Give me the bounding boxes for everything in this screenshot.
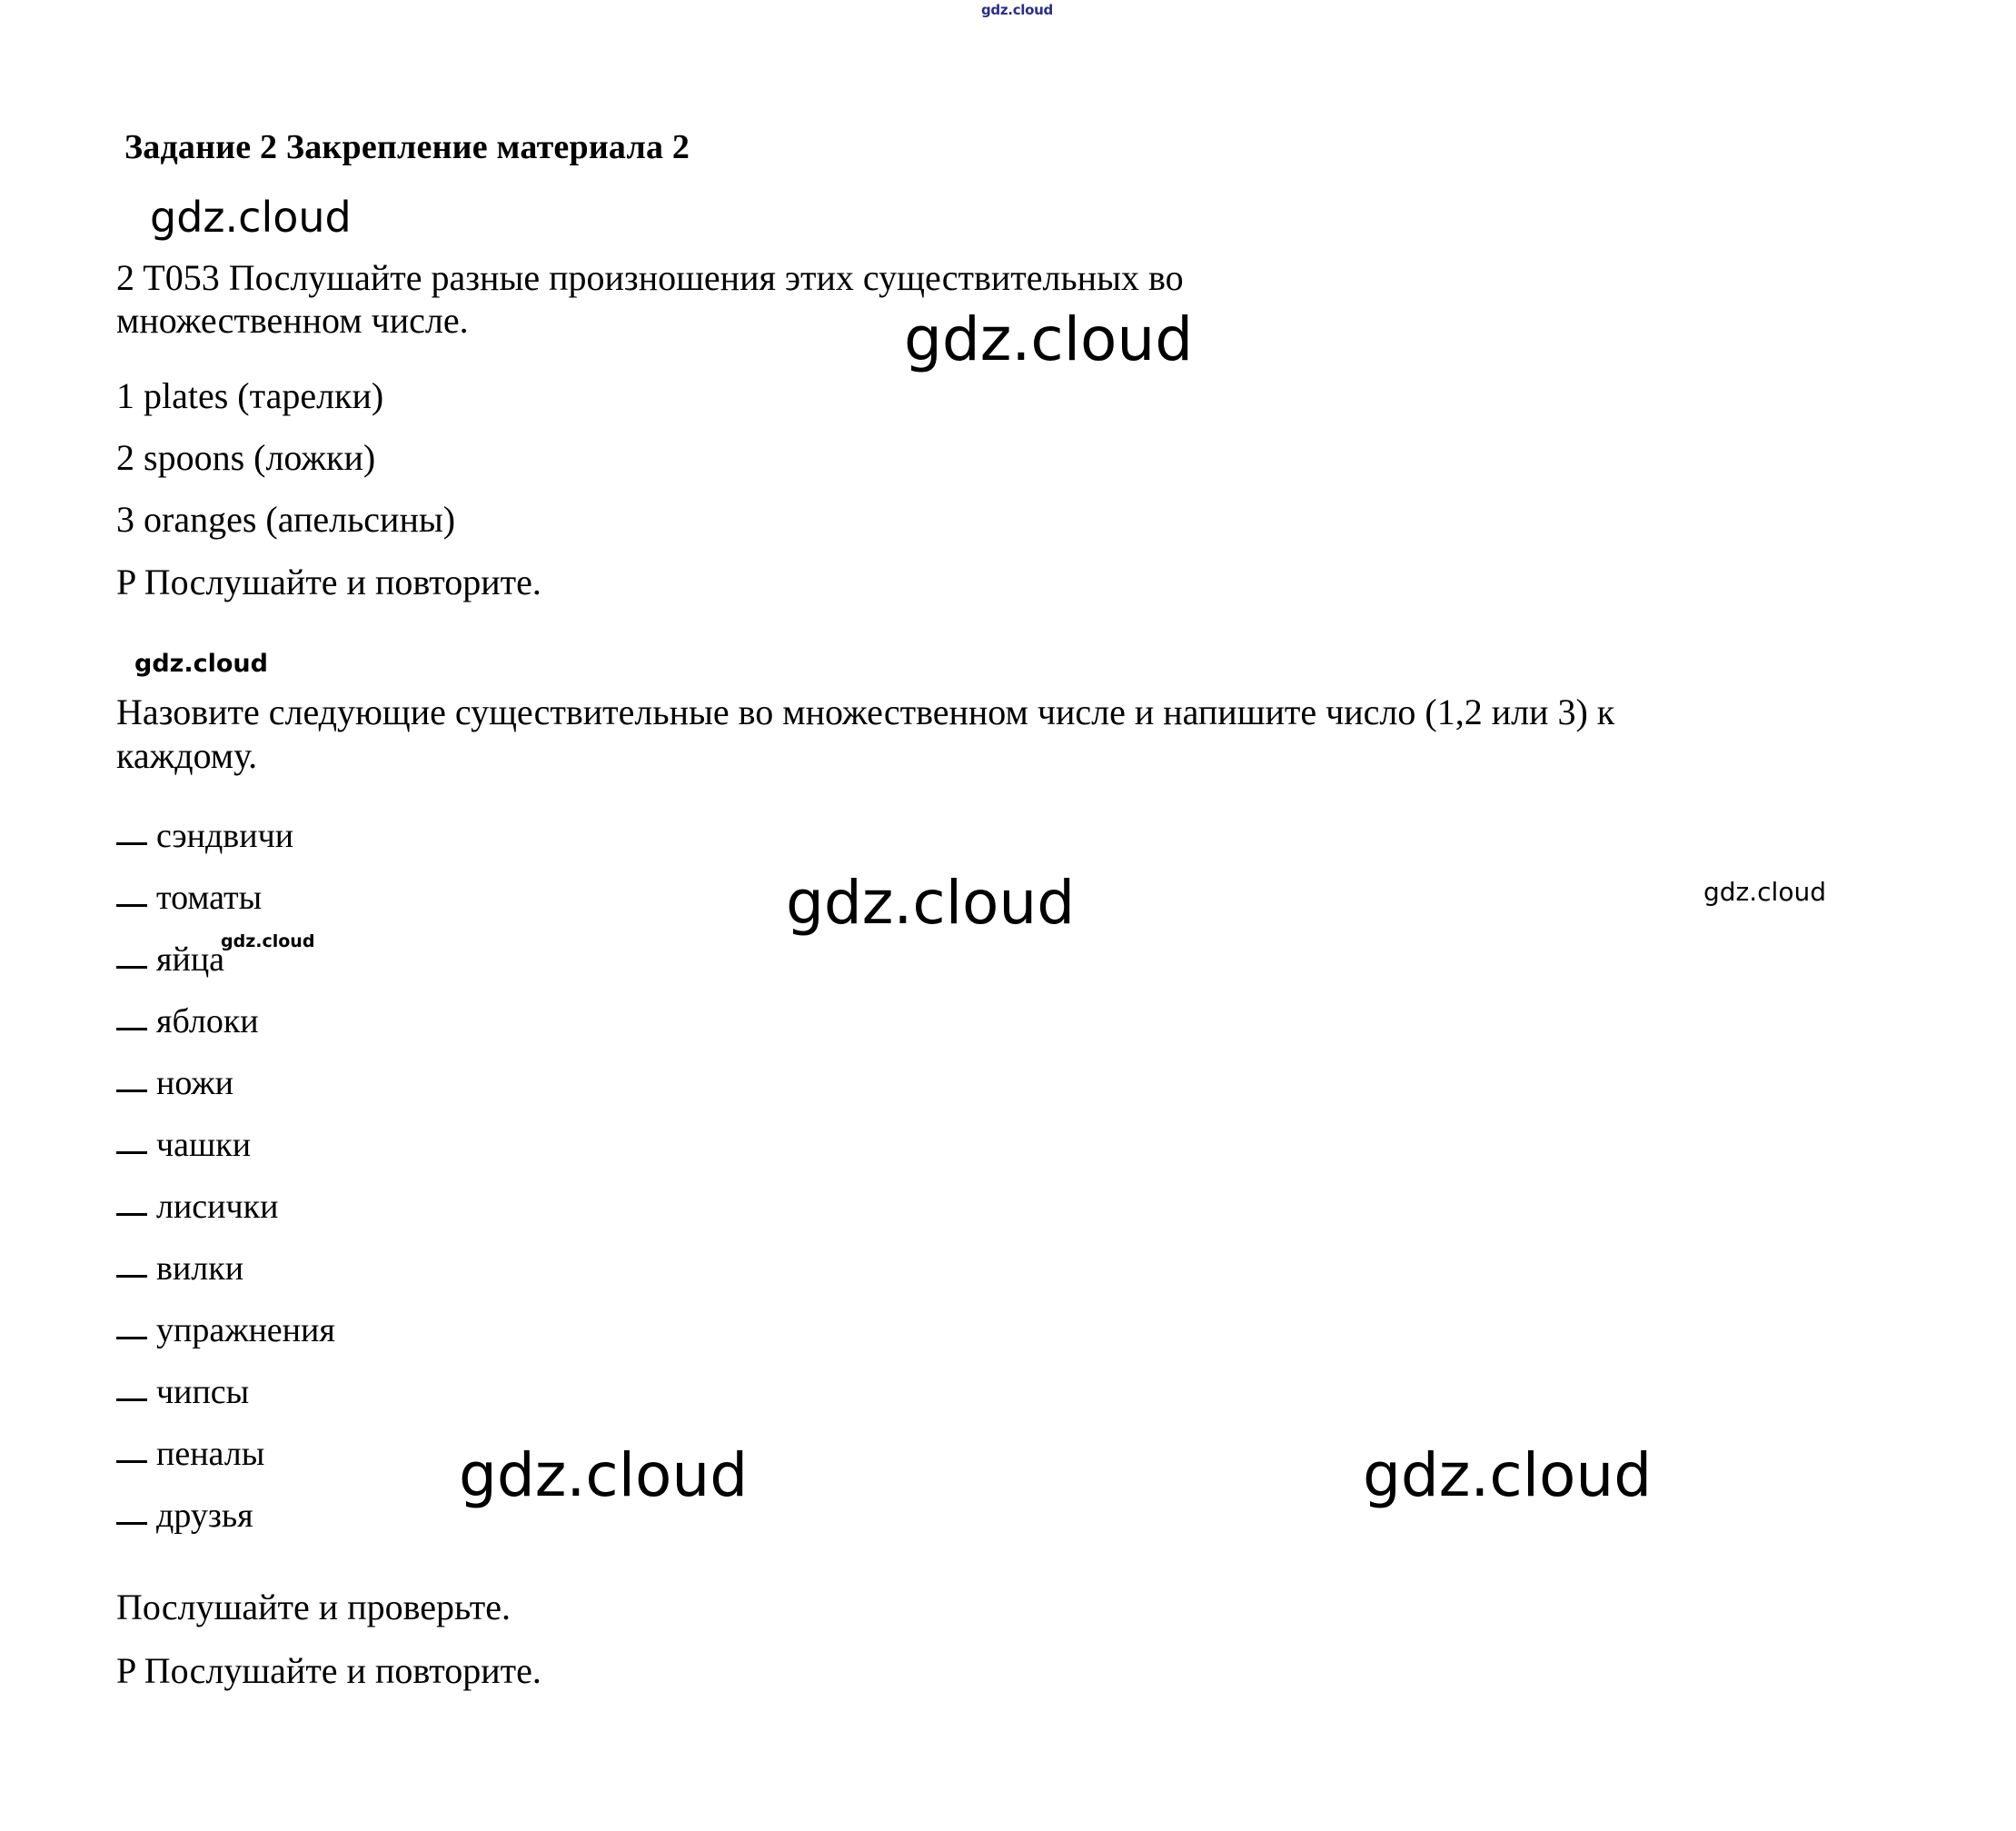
list-item: [116, 1310, 752, 1372]
example-line-1: 1 plates (тарелки): [116, 375, 384, 416]
instruction-paragraph: Назовите следующие существительные во множественном числе и напишите число (1,2 или 3) к каждому.: [116, 692, 1615, 776]
watermark-7: gdz.cloud: [459, 1440, 749, 1510]
answer-blank[interactable]: [116, 1255, 147, 1278]
answer-blank[interactable]: [116, 1378, 147, 1401]
task-intro-text: 2 T053 Послушайте разные произношения этих существительных во: [116, 257, 1184, 298]
example-line-2: 2 spoons (ложки): [116, 437, 376, 478]
list-item-label: сэндвичи: [156, 817, 294, 855]
footer-line-1: Послушайте и проверьте.: [116, 1587, 511, 1627]
list-item: [116, 1063, 752, 1125]
watermark-2: gdz.cloud: [904, 304, 1194, 374]
list-item: [116, 1496, 752, 1557]
list-item-label: лисички: [156, 1188, 279, 1226]
example-line-4: P Послушайте и повторите.: [116, 562, 541, 602]
list-item: [116, 940, 752, 1001]
task-intro-last-line: множественном числе.: [116, 300, 469, 342]
list-item: [116, 816, 752, 878]
answer-blank[interactable]: [116, 1502, 147, 1525]
answer-blank[interactable]: [116, 1131, 147, 1154]
list-item-label: яблоки: [156, 1002, 259, 1040]
list-item-label: пеналы: [156, 1435, 265, 1473]
watermark-3: gdz.cloud: [134, 650, 268, 678]
answer-blank[interactable]: [116, 1070, 147, 1092]
list-item-label: яйца: [156, 940, 225, 979]
watermark-top: gdz.cloud: [981, 2, 1053, 18]
answer-blank[interactable]: [116, 946, 147, 969]
list-item-label: вилки: [156, 1249, 244, 1288]
answer-blank[interactable]: [116, 1440, 147, 1463]
footer-line-2: P Послушайте и повторите.: [116, 1650, 541, 1691]
answer-blank[interactable]: [116, 822, 147, 845]
list-item: [116, 1372, 752, 1434]
watermark-8: gdz.cloud: [1363, 1440, 1653, 1510]
list-item-label: упражнения: [156, 1311, 335, 1349]
task-intro-paragraph: [116, 256, 1903, 342]
list-item-label: томаты: [156, 879, 263, 917]
answer-blank[interactable]: [116, 884, 147, 907]
list-item: [116, 1125, 752, 1187]
watermark-4: gdz.cloud: [786, 868, 1076, 938]
watermark-1: gdz.cloud: [150, 193, 352, 242]
page-title: Задание 2 Закрепление материала 2: [124, 128, 690, 166]
example-line-3: 3 oranges (апельсины): [116, 499, 456, 540]
list-item-label: ножи: [156, 1064, 233, 1102]
answer-blank[interactable]: [116, 1193, 147, 1216]
answer-blank[interactable]: [116, 1317, 147, 1339]
list-item-label: чашки: [156, 1126, 252, 1164]
watermark-6: gdz.cloud: [221, 931, 315, 951]
list-item: [116, 1434, 752, 1496]
answer-blank[interactable]: [116, 1008, 147, 1030]
list-item-label: друзья: [156, 1497, 253, 1535]
watermark-5: gdz.cloud: [1703, 877, 1826, 907]
word-list: [116, 816, 752, 1557]
list-item-label: чипсы: [156, 1373, 250, 1411]
list-item: [116, 1249, 752, 1310]
list-item: [116, 1187, 752, 1249]
list-item: [116, 878, 752, 940]
list-item: [116, 1001, 752, 1063]
